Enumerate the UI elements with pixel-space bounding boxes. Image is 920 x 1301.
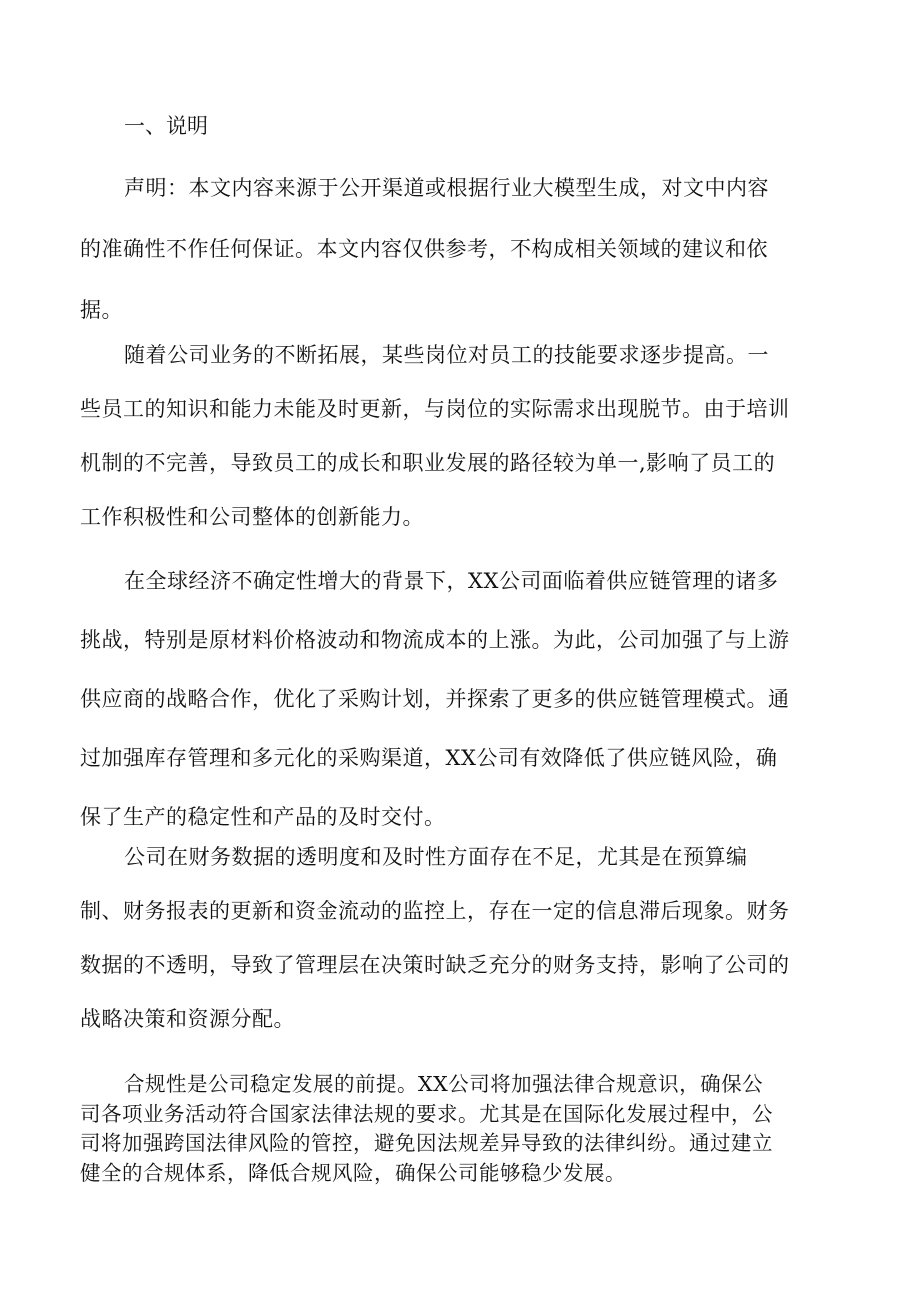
paragraph-line: 工作积极性和公司整体的创新能力。	[80, 505, 424, 529]
paragraph-line: 的准确性不作任何保证。本文内容仅供参考，不构成相关领域的建议和依	[80, 237, 768, 261]
paragraph-line: 在全球经济不确定性增大的背景下，XX公司面临着供应链管理的诸多	[124, 569, 779, 593]
paragraph-line: 随着公司业务的不断拓展，某些岗位对员工的技能要求逐步提高。一	[124, 343, 769, 367]
paragraph-disclaimer	[80, 158, 850, 341]
section-heading: 一、说明	[124, 114, 208, 138]
paragraph-line: 保了生产的稳定性和产品的及时交付。	[80, 805, 446, 829]
paragraph-compliance	[80, 1070, 850, 1188]
paragraph-line: 供应商的战略合作，优化了采购计划，并探索了更多的供应链管理模式。通	[80, 687, 790, 711]
paragraph-line: 过加强库存管理和多元化的采购渠道，XX公司有效降低了供应链风险，确	[80, 746, 778, 770]
paragraph-line: 挑战，特别是原材料价格波动和物流成本的上涨。为此，公司加强了与上游	[80, 628, 790, 652]
paragraph-finance	[80, 830, 850, 1046]
paragraph-line: 机制的不完善，导致员工的成长和职业发展的路径较为单一,影响了员工的	[80, 451, 776, 475]
paragraph-line: 战略决策和资源分配。	[80, 1007, 295, 1031]
paragraph-line: 司将加强跨国法律风险的管控，避免因法规差异导致的法律纠纷。通过建立	[80, 1131, 773, 1155]
paragraph-line: 合规性是公司稳定发展的前提。XX公司将加强法律合规意识，确保公	[124, 1072, 764, 1096]
paragraph-supply-chain	[80, 552, 850, 847]
paragraph-staff-skills	[80, 328, 850, 544]
paragraph-line: 据。	[80, 298, 123, 322]
paragraph-line: 健全的合规体系，降低合规风险，确保公司能够稳少发展。	[80, 1160, 626, 1185]
paragraph-line: 制、财务报表的更新和资金流动的监控上，存在一定的信息滞后现象。财务	[80, 899, 790, 923]
paragraph-line: 声明：本文内容来源于公开渠道或根据行业大模型生成，对文中内容	[124, 176, 769, 200]
paragraph-line: 司各项业务活动符合国家法律法规的要求。尤其是在国际化发展过程中，公	[80, 1101, 773, 1126]
paragraph-line: 数据的不透明，导致了管理层在决策时缺乏充分的财务支持，影响了公司的	[80, 953, 790, 977]
paragraph-line: 公司在财务数据的透明度和及时性方面存在不足，尤其是在预算编	[124, 845, 748, 869]
paragraph-line: 些员工的知识和能力未能及时更新，与岗位的实际需求出现脱节。由于培训	[80, 397, 790, 421]
